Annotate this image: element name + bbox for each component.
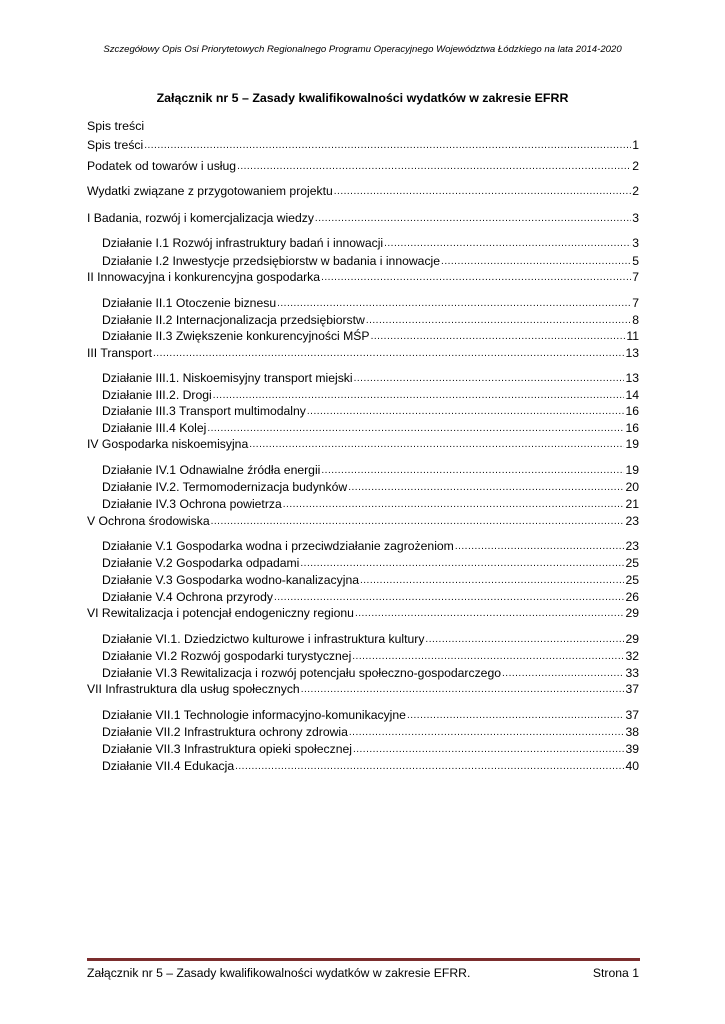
toc-entry-page: 25 xyxy=(625,573,639,587)
toc-entry-page: 23 xyxy=(625,539,639,553)
toc-entry-label: V Ochrona środowiska xyxy=(87,514,210,528)
toc-entry-page: 7 xyxy=(632,270,639,284)
toc-entry-label: Działanie II.3 Zwiększenie konkurencyjności MŚP xyxy=(102,329,370,343)
toc-entry-label: Działanie III.4 Kolej xyxy=(102,421,207,435)
toc-entry-page: 26 xyxy=(625,590,639,604)
toc-dot-leader xyxy=(407,708,624,723)
toc-entry-page: 2 xyxy=(632,184,639,198)
toc-entry[interactable] xyxy=(102,742,639,757)
toc-entry-label: Działanie III.2. Drogi xyxy=(102,388,212,402)
toc-entry[interactable] xyxy=(102,254,639,269)
toc-entry-page: 14 xyxy=(625,388,639,402)
toc-entry-label: Działanie II.2 Internacjonalizacja przedsiębiorstw xyxy=(102,313,365,327)
toc-dot-leader xyxy=(349,725,625,740)
toc-entry[interactable] xyxy=(102,463,639,478)
toc-dot-leader xyxy=(441,254,631,269)
toc-entry-page: 3 xyxy=(632,211,639,225)
toc-entry-page: 40 xyxy=(625,759,639,773)
toc-entry-label: IV Gospodarka niskoemisyjna xyxy=(87,437,249,451)
toc-entry[interactable] xyxy=(102,404,639,419)
toc-dot-leader xyxy=(354,371,625,386)
toc-dot-leader xyxy=(144,138,631,153)
toc-entry[interactable] xyxy=(102,296,639,311)
toc-entry[interactable] xyxy=(87,159,639,174)
toc-dot-leader xyxy=(366,313,631,328)
toc-entry-page: 21 xyxy=(625,497,639,511)
toc-entry-label: Działanie III.1. Niskoemisyjny transport miejski xyxy=(102,371,353,385)
toc-entry-page: 25 xyxy=(625,556,639,570)
toc-dot-leader xyxy=(352,649,624,664)
toc-entry-label: Wydatki związane z przygotowaniem projektu xyxy=(87,184,333,198)
toc-entry-label: Działanie VI.2 Rozwój gospodarki turystycznej xyxy=(102,649,352,663)
footer-document-title: Załącznik nr 5 – Zasady kwalifikowalności wydatków w zakresie EFRR. xyxy=(87,966,471,980)
toc-entry-label: Działanie IV.1 Odnawialne źródła energii xyxy=(102,463,321,477)
toc-dot-leader xyxy=(360,573,624,588)
toc-entry-page: 29 xyxy=(625,632,639,646)
toc-entry-label: Działanie I.1 Rozwój infrastruktury badań i innowacji xyxy=(102,236,384,250)
toc-entry-page: 16 xyxy=(625,421,639,435)
toc-entry[interactable] xyxy=(102,759,639,774)
running-header: Szczegółowy Opis Osi Priorytetowych Regionalnego Programu Operacyjnego Województwa Łódzkiego na lata 2014-2020 xyxy=(103,44,622,55)
toc-entry[interactable] xyxy=(102,497,639,512)
toc-entry[interactable] xyxy=(102,480,639,495)
toc-entry[interactable] xyxy=(102,556,639,571)
toc-dot-leader xyxy=(321,463,624,478)
toc-entry[interactable] xyxy=(87,606,639,621)
toc-entry-label: Działanie V.3 Gospodarka wodno-kanalizacyjna xyxy=(102,573,359,587)
toc-entry-label: Działanie IV.2. Termomodernizacja budynków xyxy=(102,480,348,494)
toc-entry-page: 19 xyxy=(625,463,639,477)
toc-entry-page: 11 xyxy=(626,329,639,343)
toc-dot-leader xyxy=(301,682,625,697)
toc-entry-label: Działanie IV.3 Ochrona powietrza xyxy=(102,497,282,511)
toc-entry-page: 3 xyxy=(632,236,639,250)
toc-entry[interactable] xyxy=(87,437,639,452)
document-title: Załącznik nr 5 – Zasady kwalifikowalności wydatków w zakresie EFRR xyxy=(156,91,569,105)
toc-entry-page: 32 xyxy=(625,649,639,663)
toc-entry-label: Działanie V.2 Gospodarka odpadami xyxy=(102,556,300,570)
toc-entry-label: Działanie VII.1 Technologie informacyjno-komunikacyjne xyxy=(102,708,406,722)
toc-dot-leader xyxy=(315,211,631,226)
toc-entry-label: VII Infrastruktura dla usług społecznych xyxy=(87,682,300,696)
toc-entry-page: 16 xyxy=(625,404,639,418)
toc-dot-leader xyxy=(300,556,624,571)
toc-dot-leader xyxy=(277,296,631,311)
toc-entry-page: 5 xyxy=(632,254,639,268)
toc-dot-leader xyxy=(355,606,625,621)
toc-dot-leader xyxy=(307,404,625,419)
toc-entry[interactable] xyxy=(102,725,639,740)
toc-entry[interactable] xyxy=(102,590,639,605)
toc-entry-label: Działanie VI.1. Dziedzictwo kulturowe i infrastruktura kultury xyxy=(102,632,425,646)
toc-dot-leader xyxy=(274,590,624,605)
toc-dot-leader xyxy=(153,346,624,361)
toc-entry-page: 7 xyxy=(632,296,639,310)
toc-entry[interactable] xyxy=(87,514,639,529)
toc-dot-leader xyxy=(207,421,624,436)
toc-entry[interactable] xyxy=(102,649,639,664)
toc-entry-label: Działanie II.1 Otoczenie biznesu xyxy=(102,296,277,310)
toc-dot-leader xyxy=(371,329,626,344)
toc-entry-label: Działanie V.1 Gospodarka wodna i przeciwdziałanie zagrożeniom xyxy=(102,539,454,553)
toc-entry-page: 13 xyxy=(625,371,639,385)
toc-entry[interactable] xyxy=(87,682,639,697)
toc-entry[interactable] xyxy=(87,184,639,199)
toc-entry-label: Działanie III.3 Transport multimodalny xyxy=(102,404,306,418)
toc-heading: Spis treści xyxy=(87,119,145,133)
toc-entry-page: 2 xyxy=(632,159,639,173)
toc-entry-label: VI Rewitalizacja i potencjał endogeniczny regionu xyxy=(87,606,354,620)
toc-dot-leader xyxy=(348,480,624,495)
toc-entry-label: Spis treści xyxy=(87,138,144,152)
toc-entry-page: 1 xyxy=(632,138,639,152)
toc-entry[interactable] xyxy=(102,236,639,251)
toc-entry-page: 19 xyxy=(625,437,639,451)
toc-entry[interactable] xyxy=(102,371,639,386)
toc-dot-leader xyxy=(353,742,624,757)
toc-entry-label: Działanie VII.4 Edukacja xyxy=(102,759,235,773)
toc-entry[interactable] xyxy=(87,270,639,285)
toc-dot-leader xyxy=(249,437,624,452)
toc-dot-leader xyxy=(425,632,624,647)
toc-dot-leader xyxy=(321,270,631,285)
toc-entry-page: 38 xyxy=(625,725,639,739)
toc-entry-label: Działanie VII.3 Infrastruktura opieki społecznej xyxy=(102,742,352,756)
toc-entry[interactable] xyxy=(102,573,639,588)
toc-dot-leader xyxy=(237,159,631,174)
toc-entry[interactable] xyxy=(102,666,639,681)
toc-entry-label: Działanie VI.3 Rewitalizacja i rozwój potencjału społeczno-gospodarczego xyxy=(102,666,502,680)
footer-page-number: Strona 1 xyxy=(592,966,639,980)
toc-entry[interactable] xyxy=(102,329,639,344)
toc-entry-label: III Transport xyxy=(87,346,153,360)
toc-entry[interactable] xyxy=(102,539,639,554)
toc-dot-leader xyxy=(455,539,625,554)
toc-entry-label: I Badania, rozwój i komercjalizacja wiedzy xyxy=(87,211,314,225)
toc-entry-page: 29 xyxy=(625,606,639,620)
toc-entry[interactable] xyxy=(102,632,639,647)
toc-entry[interactable] xyxy=(87,138,639,153)
toc-entry[interactable] xyxy=(102,421,639,436)
footer-rule xyxy=(87,958,640,961)
toc-entry[interactable] xyxy=(87,346,639,361)
toc-dot-leader xyxy=(213,388,625,403)
toc-entry-page: 37 xyxy=(625,682,639,696)
toc-entry-label: Działanie VII.2 Infrastruktura ochrony zdrowia xyxy=(102,725,348,739)
toc-entry-label: Podatek od towarów i usług xyxy=(87,159,237,173)
toc-entry-label: II Innowacyjna i konkurencyjna gospodarka xyxy=(87,270,321,284)
toc-dot-leader xyxy=(283,497,625,512)
toc-entry[interactable] xyxy=(102,708,639,723)
toc-entry-page: 13 xyxy=(625,346,639,360)
toc-entry[interactable] xyxy=(87,211,639,226)
toc-entry-page: 37 xyxy=(625,708,639,722)
toc-entry-page: 33 xyxy=(625,666,639,680)
toc-dot-leader xyxy=(334,184,631,199)
toc-dot-leader xyxy=(384,236,631,251)
toc-entry-page: 8 xyxy=(632,313,639,327)
toc-entry[interactable] xyxy=(102,388,639,403)
toc-dot-leader xyxy=(211,514,625,529)
toc-entry-page: 23 xyxy=(625,514,639,528)
toc-dot-leader xyxy=(235,759,624,774)
toc-entry-label: Działanie V.4 Ochrona przyrody xyxy=(102,590,273,604)
toc-entry-page: 20 xyxy=(625,480,639,494)
toc-entry-label: Działanie I.2 Inwestycje przedsiębiorstw w badania i innowacje xyxy=(102,254,441,268)
toc-entry[interactable] xyxy=(102,313,639,328)
toc-dot-leader xyxy=(502,666,624,681)
toc-entry-page: 39 xyxy=(625,742,639,756)
